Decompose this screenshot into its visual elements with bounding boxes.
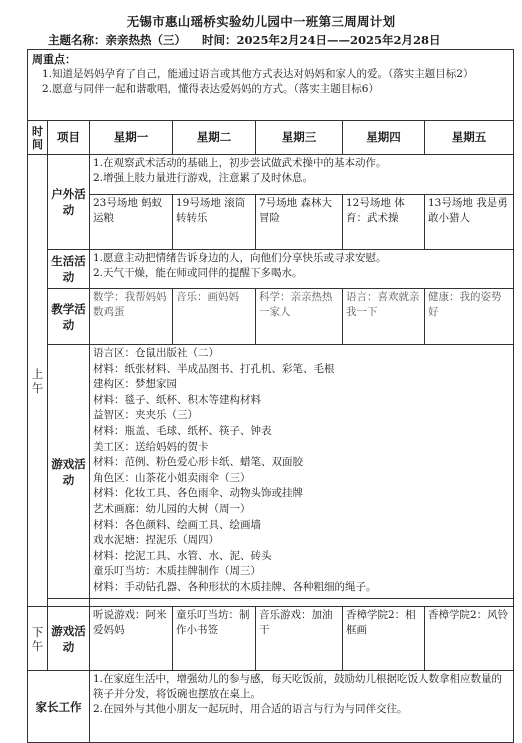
col-header-monday: 星期一 [90,121,173,155]
teaching-row [28,289,514,345]
teaching-thursday: 语言：喜欢就亲我一下 [343,289,425,345]
game-line: 材料：范例、粉色爱心形卡纸、蜡笔、双面胶 [93,456,303,469]
teaching-monday: 数学：我帮妈妈数鸡蛋 [90,289,173,345]
week-focus-cell [28,50,514,121]
outdoor-monday: 23号场地 蚂蚁运粮 [90,195,173,250]
column-header-row [28,121,514,155]
game-line: 材料：挖泥工具、水管、水、泥、砖头 [93,549,272,562]
outdoor-goals-row [28,155,514,195]
outdoor-thursday: 12号场地 体育：武术操 [343,195,425,250]
afternoon-game-label: 游戏活动 [48,607,90,671]
game-line: 材料：各色颜料、绘画工具、绘画墙 [93,518,261,531]
parent-item: 1.在家庭生活中，增强幼儿的参与感，每天吃饭前，鼓励幼儿根据吃饭人数拿相应数量的筷子并分发，将饭碗也摆放在桌上。 [93,673,503,700]
teaching-friday: 健康：我的姿势好 [425,289,514,345]
col-header-thursday: 星期四 [343,121,425,155]
spacer-cell [90,599,514,607]
weekly-plan-table [27,49,514,743]
game-line: 材料：毯子、纸杯、积木等建构材料 [93,393,261,406]
col-header-tuesday: 星期二 [173,121,256,155]
afternoon-friday: 香樟学院2：风铃 [425,607,514,671]
time-label: 时间：2025年2月24日——2025年2月28日 [202,33,441,47]
col-header-wednesday: 星期三 [256,121,343,155]
life-activity-cell [90,250,514,289]
game-activity-label: 游戏活动 [48,345,90,599]
game-line: 艺术画廊：幼儿园的大树（周一） [93,502,251,515]
game-line: 材料：瓶盖、毛球、纸杯、筷子、钟表 [93,424,272,437]
game-line: 材料：化妆工具、各色雨伞、动物头饰或挂牌 [93,487,303,500]
period-afternoon: 下午 [28,607,48,671]
week-focus-label: 周重点： [32,53,76,66]
life-row [28,250,514,289]
game-line: 美工区：送给妈妈的贺卡 [93,440,209,453]
game-line: 语言区：仓鼠出版社（二） [93,347,219,359]
outdoor-goals-cell [90,155,514,195]
outdoor-tuesday: 19号场地 滚筒转转乐 [173,195,256,250]
period-morning: 上午 [28,155,48,607]
life-item: 2.天气干燥，能在师或同伴的提醒下多喝水。 [93,267,303,279]
game-line: 材料：纸张材料、半成品图书、打孔机、彩笔、毛根 [93,362,335,375]
teaching-tuesday: 音乐：画妈妈 [173,289,256,345]
game-line: 益智区：夹夹乐（三） [93,409,198,422]
game-line: 戏水泥塘：捏泥乐（周四） [93,534,219,547]
game-line: 材料：手动钻孔器、各种形状的木质挂牌、各种粗细的绳子。 [93,580,377,593]
col-header-friday: 星期五 [425,121,514,155]
game-activity-cell [90,345,514,599]
week-focus-item: 1.知道是妈妈孕育了自己，能通过语言或其他方式表达对妈妈和家人的爱。（落实主题目标2） [42,68,474,80]
parent-item: 2.在园外与其他小朋友一起玩时，用合适的语言与行为与同伴交往。 [93,703,408,715]
outdoor-goal: 1.在观察武术活动的基础上，初步尝试做武术操中的基本动作。 [93,157,387,169]
teaching-wednesday: 科学：亲亲热热一家人 [256,289,343,345]
parent-work-cell [90,671,514,743]
outdoor-activity-label: 户外活动 [48,155,90,250]
afternoon-thursday: 香樟学院2：相框画 [343,607,425,671]
life-activity-label: 生活活动 [48,250,90,289]
game-line: 童乐叮当坊：木质挂牌制作（周三） [93,565,261,578]
spacer-label-cell [48,599,90,607]
outdoor-wednesday: 7号场地 森林大冒险 [256,195,343,250]
outdoor-friday: 13号场地 我是勇敢小猎人 [425,195,514,250]
teaching-activity-label: 教学活动 [48,289,90,345]
afternoon-wednesday: 音乐游戏：加油干 [256,607,343,671]
plan-header [48,32,518,48]
parent-work-label: 家长工作 [28,671,90,743]
col-header-item: 项目 [48,121,90,155]
game-line: 建构区：梦想家园 [93,378,177,391]
afternoon-tuesday: 童乐叮当坊：制作小书签 [173,607,256,671]
spacer-row [28,599,514,607]
col-header-time: 时间 [28,121,48,155]
theme-label: 主题名称：亲亲热热（三） [48,33,186,47]
week-focus-item: 2.愿意与同伴一起和谐歌唱，懂得表达爱妈妈的方式。（落实主题目标6） [42,83,379,95]
parents-row [28,671,514,743]
focus-row [28,50,514,121]
life-item: 1.愿意主动把情绪告诉身边的人，向他们分享快乐或寻求安慰。 [93,252,387,264]
outdoor-goal: 2.增强上肢力量进行游戏，注意累了及时休息。 [93,172,314,184]
page-title: 无锡市惠山瑶桥实验幼儿园中一班第三周周计划 [126,14,396,29]
game-line: 角色区：山茶花小姐卖雨伞（三） [93,471,251,484]
afternoon-monday: 听说游戏：阿米爱妈妈 [90,607,173,671]
outdoor-days-row [28,195,514,250]
games-row [28,345,514,599]
afternoon-row [28,607,514,671]
